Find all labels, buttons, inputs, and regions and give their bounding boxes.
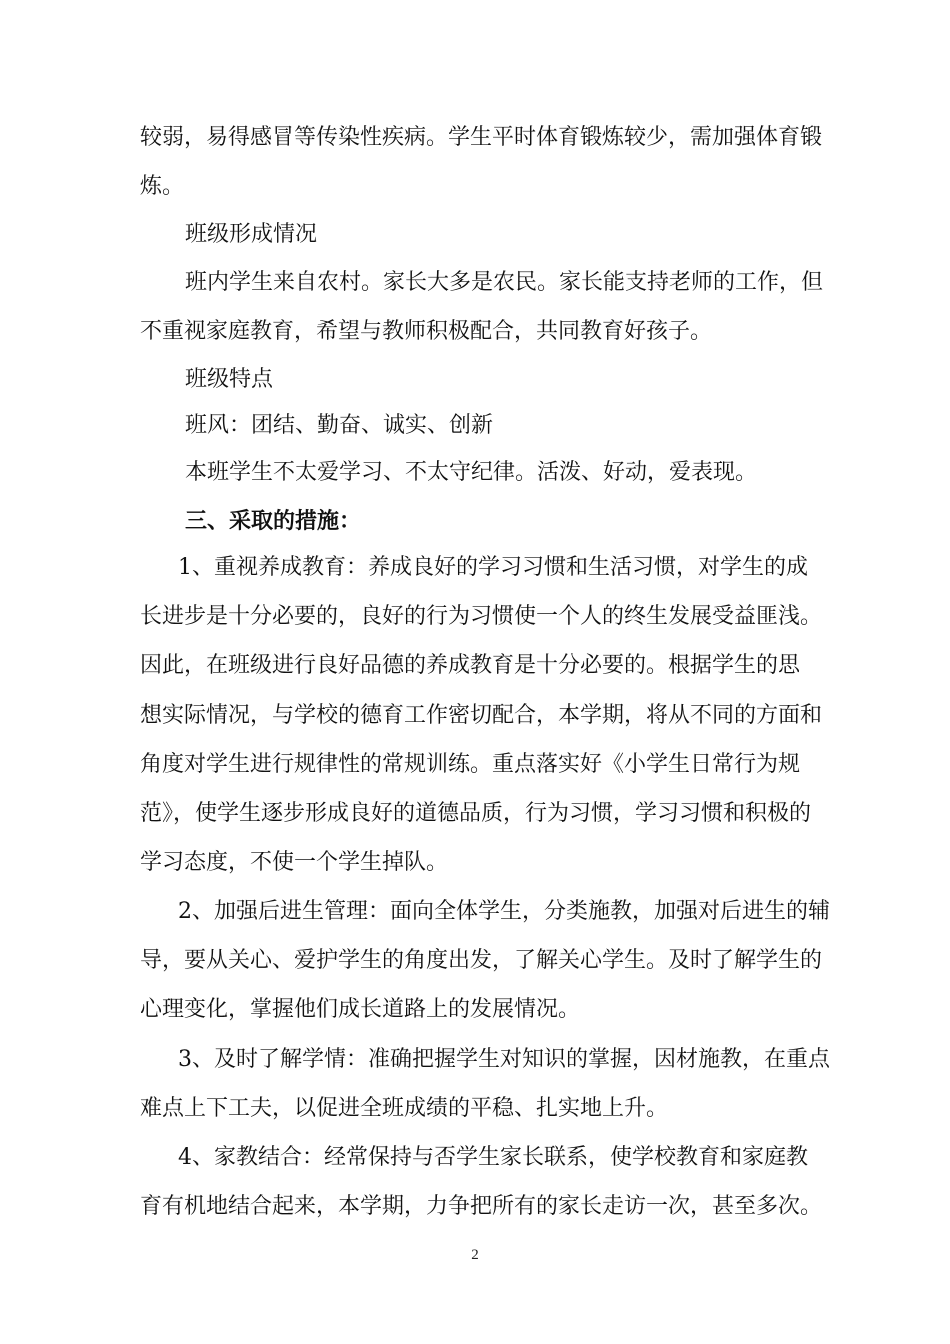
body-text-line: 3、及时了解学情：准确把握学生对知识的掌握，因材施教，在重点 xyxy=(178,1047,830,1072)
body-text-line: 因此，在班级进行良好品德的养成教育是十分必要的。根据学生的思 xyxy=(140,653,801,678)
subheading-class-formation: 班级形成情况 xyxy=(185,222,318,247)
body-text-line: 班风：团结、勤奋、诚实、创新 xyxy=(185,413,494,438)
body-text-line: 难点上下工夫，以促进全班成绩的平稳、扎实地上升。 xyxy=(140,1096,669,1121)
body-text-line: 心理变化，掌握他们成长道路上的发展情况。 xyxy=(140,997,581,1022)
body-text-line: 本班学生不太爱学习、不太守纪律。活泼、好动，爱表现。 xyxy=(185,460,758,485)
section-heading-measures: 三、采取的措施： xyxy=(185,508,362,534)
body-text-line: 1、重视养成教育：养成良好的学习习惯和生活习惯，对学生的成 xyxy=(178,555,808,580)
body-text-line: 想实际情况，与学校的德育工作密切配合，本学期，将从不同的方面和 xyxy=(140,703,823,728)
body-text-line: 导，要从关心、爱护学生的角度出发，了解关心学生。及时了解学生的 xyxy=(140,948,823,973)
page-number: 2 xyxy=(471,1247,479,1263)
body-text-line: 育有机地结合起来，本学期，力争把所有的家长走访一次，甚至多次。 xyxy=(140,1194,823,1219)
body-text-line: 学习态度，不使一个学生掉队。 xyxy=(140,850,449,875)
body-text-line: 4、家教结合：经常保持与否学生家长联系，使学校教育和家庭教 xyxy=(178,1145,808,1170)
body-text-line: 角度对学生进行规律性的常规训练。重点落实好《小学生日常行为规 xyxy=(140,752,801,777)
body-text-line: 长进步是十分必要的，良好的行为习惯使一个人的终生发展受益匪浅。 xyxy=(140,604,823,629)
body-text-line: 班内学生来自农村。家长大多是农民。家长能支持老师的工作，但 xyxy=(185,270,824,295)
body-text-line: 较弱，易得感冒等传染性疾病。学生平时体育锻炼较少，需加强体育锻 xyxy=(140,125,823,150)
body-text-line: 不重视家庭教育，希望与教师积极配合，共同教育好孩子。 xyxy=(140,319,713,344)
body-text-line: 2、加强后进生管理：面向全体学生，分类施教，加强对后进生的辅 xyxy=(178,899,830,924)
body-text-line: 炼。 xyxy=(140,174,185,199)
body-text-line: 范》，使学生逐步形成良好的道德品质，行为习惯，学习习惯和积极的 xyxy=(140,801,812,826)
subheading-class-features: 班级特点 xyxy=(185,367,274,392)
